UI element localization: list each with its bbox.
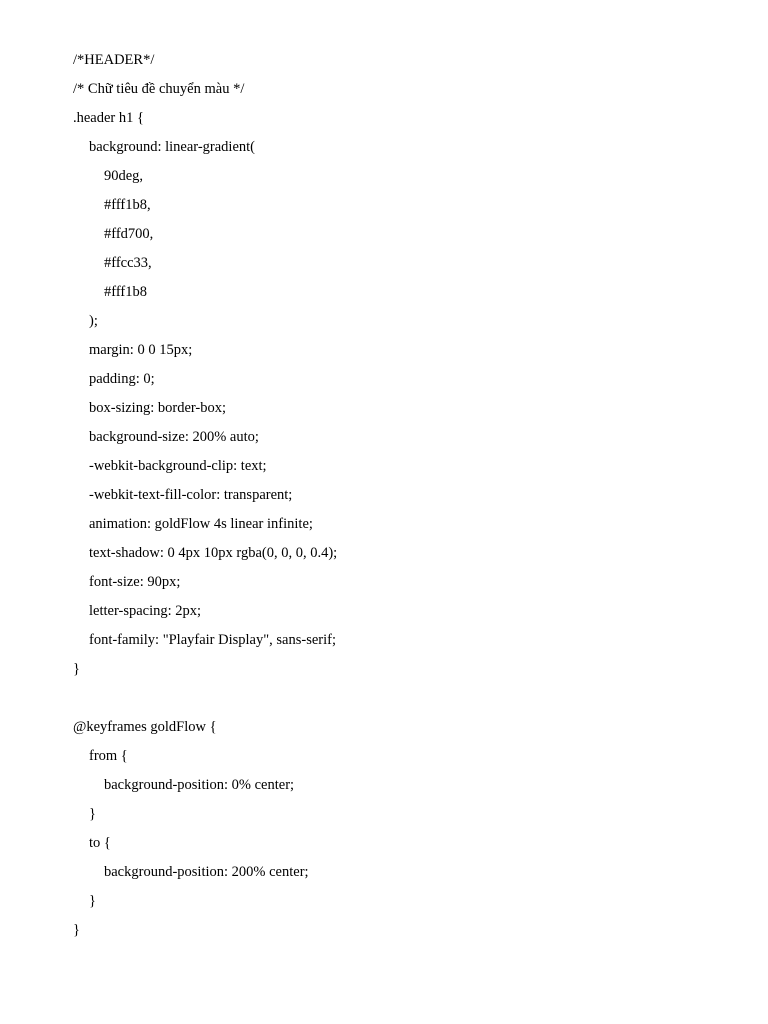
code-line: );: [89, 313, 98, 329]
code-line: padding: 0;: [89, 371, 155, 387]
code-line: animation: goldFlow 4s linear infinite;: [89, 516, 313, 532]
code-line: background-position: 200% center;: [104, 864, 309, 880]
code-line: to {: [89, 835, 111, 851]
code-line: #ffd700,: [104, 226, 154, 242]
code-line: .header h1 {: [73, 110, 144, 126]
code-line: [73, 687, 337, 716]
code-line: #fff1b8: [104, 284, 147, 300]
code-line: text-shadow: 0 4px 10px rgba(0, 0, 0, 0.4);: [89, 545, 338, 561]
code-line: }: [73, 661, 80, 677]
code-line: background: linear-gradient(: [89, 139, 255, 155]
code-line: }: [89, 806, 96, 822]
code-line: font-family: "Playfair Display", sans-serif;: [89, 632, 337, 648]
code-line: font-size: 90px;: [89, 574, 181, 590]
code-line: from {: [89, 748, 128, 764]
code-line: }: [73, 922, 80, 938]
code-line: }: [89, 893, 96, 909]
code-line: /*HEADER*/: [73, 52, 155, 68]
code-line: /* Chữ tiêu đề chuyển màu */: [73, 81, 245, 97]
code-line: -webkit-text-fill-color: transparent;: [89, 487, 293, 503]
css-code-block: [73, 49, 337, 948]
code-line: -webkit-background-clip: text;: [89, 458, 267, 474]
code-line: @keyframes goldFlow {: [73, 719, 217, 735]
code-line: 90deg,: [104, 168, 144, 184]
code-line: box-sizing: border-box;: [89, 400, 227, 416]
code-line: background-position: 0% center;: [104, 777, 295, 793]
code-line: #ffcc33,: [104, 255, 152, 271]
code-line: letter-spacing: 2px;: [89, 603, 202, 619]
code-line: #fff1b8,: [104, 197, 151, 213]
code-line: background-size: 200% auto;: [89, 429, 259, 445]
code-line: margin: 0 0 15px;: [89, 342, 193, 358]
